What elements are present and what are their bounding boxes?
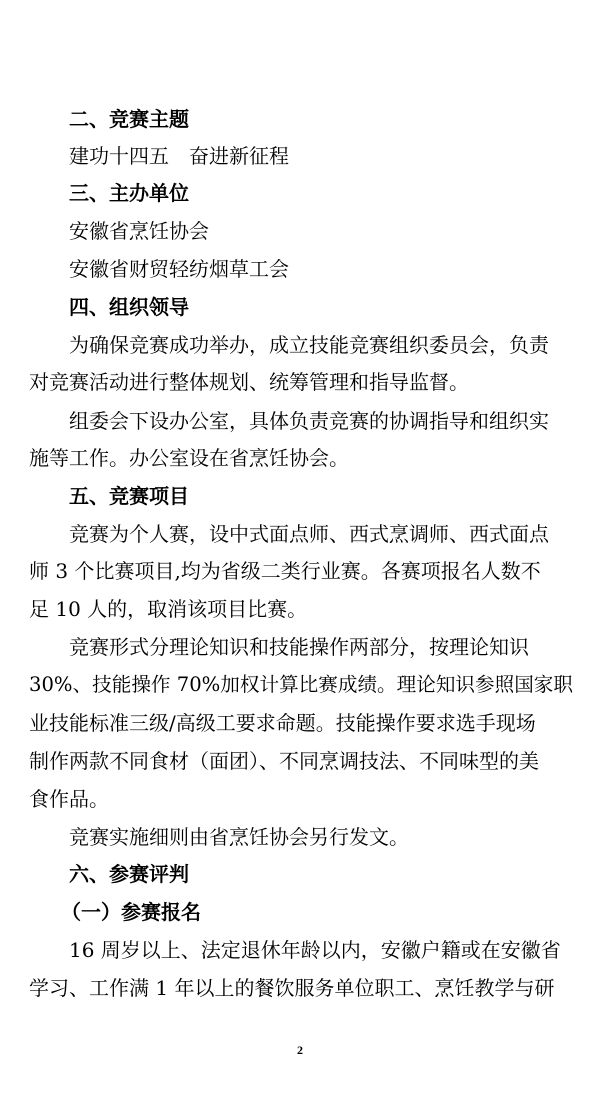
events-para-2-line-4: 制作两款不同食材（面团）、不同烹调技法、不同味型的美 — [29, 749, 539, 773]
subsection-heading-registration: （一）参赛报名 — [61, 900, 201, 924]
section-heading-judging: 六、参赛评判 — [69, 862, 189, 886]
events-para-3-line-1: 竞赛实施细则由省烹饪协会另行发文。 — [69, 825, 409, 849]
leadership-para-1-line-1: 为确保竞赛成功举办，成立技能竞赛组织委员会，负责 — [69, 333, 549, 357]
theme-text: 建功十四五 奋进新征程 — [69, 144, 289, 168]
leadership-para-1-line-2: 对竞赛活动进行整体规划、统筹管理和指导监督。 — [29, 370, 469, 394]
page-number: 2 — [297, 1043, 303, 1057]
leadership-para-2-line-2: 施等工作。办公室设在省烹饪协会。 — [29, 446, 349, 470]
organizer-line-2: 安徽省财贸轻纺烟草工会 — [69, 257, 289, 281]
events-para-2-line-5: 食作品。 — [29, 787, 109, 811]
events-para-2-line-1: 竞赛形式分理论知识和技能操作两部分，按理论知识 — [69, 635, 529, 659]
organizer-line-1: 安徽省烹饪协会 — [69, 219, 209, 243]
events-para-1-line-1: 竞赛为个人赛，设中式面点师、西式烹调师、西式面点 — [69, 522, 549, 546]
registration-line-2: 学习、工作满 1 年以上的餐饮服务单位职工、烹饪教学与研 — [29, 976, 555, 1000]
section-heading-theme: 二、竞赛主题 — [69, 107, 189, 131]
section-heading-events: 五、竞赛项目 — [69, 484, 189, 508]
events-para-2-line-3: 业技能标准三级/高级工要求命题。技能操作要求选手现场 — [29, 711, 536, 735]
events-para-2-line-2: 30%、技能操作 70%加权计算比赛成绩。理论知识参照国家职 — [29, 673, 573, 696]
registration-line-1: 16 周岁以上、法定退休年龄以内，安徽户籍或在安徽省 — [69, 938, 561, 962]
section-heading-organizer: 三、主办单位 — [69, 181, 189, 205]
leadership-para-2-line-1: 组委会下设办公室，具体负责竞赛的协调指导和组织实 — [69, 409, 549, 433]
events-para-1-line-2: 师 3 个比赛项目,均为省级二类行业赛。各赛项报名人数不 — [29, 559, 541, 583]
events-para-1-line-3: 足 10 人的，取消该项目比赛。 — [29, 597, 308, 621]
section-heading-leadership: 四、组织领导 — [69, 295, 189, 319]
